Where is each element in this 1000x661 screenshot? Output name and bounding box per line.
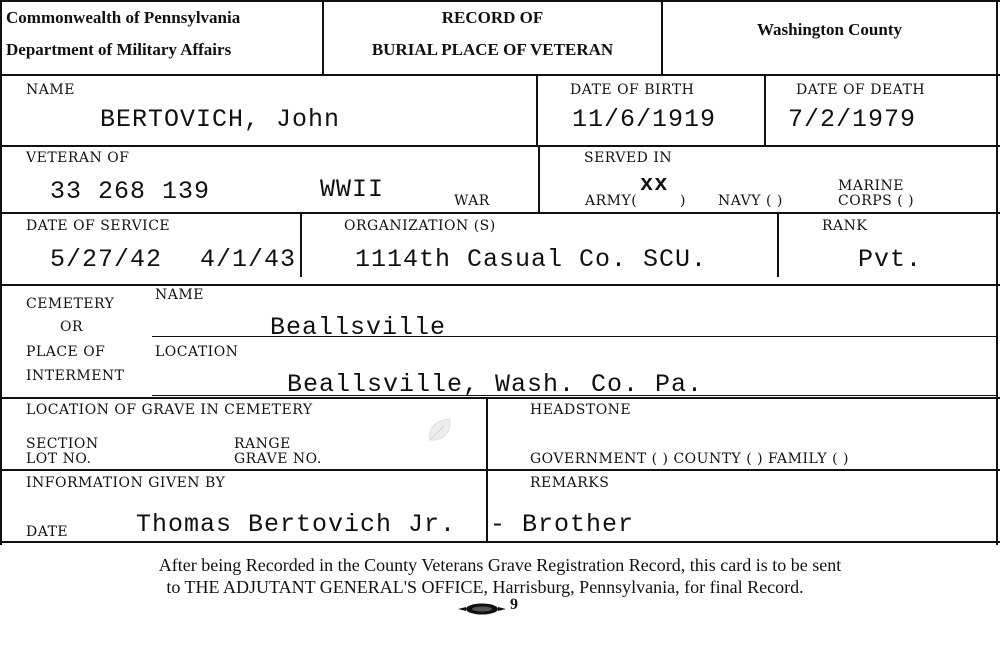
rule-row2 [0, 212, 1000, 214]
section-label: SECTION [26, 436, 99, 452]
rule-grave [0, 469, 1000, 471]
range-label: RANGE [234, 436, 291, 452]
dod-label: DATE OF DEATH [796, 82, 926, 98]
county-name: Washington County [756, 20, 903, 39]
lot-number-label: LOT NO. [26, 451, 92, 467]
row2-divider [538, 146, 540, 213]
army-label: ARMY( [585, 193, 638, 209]
organization-label: ORGANIZATION (S) [344, 218, 496, 234]
marine-label: MARINE [838, 178, 904, 194]
headstone-options: GOVERNMENT ( ) COUNTY ( ) FAMILY ( ) [530, 451, 849, 467]
rule-info [0, 541, 1000, 543]
grave-divider [486, 398, 488, 471]
border-left [0, 0, 2, 545]
date-of-death: 7/2/1979 [788, 105, 917, 134]
border-top [0, 0, 1000, 2]
department-line: Department of Military Affairs [6, 40, 232, 59]
cemetery-label: CEMETERY [26, 296, 115, 312]
row1-divider-2 [764, 75, 766, 146]
cemetery-name-label: NAME [155, 287, 204, 303]
army-close-paren: ) [680, 193, 686, 209]
rank-label: RANK [822, 218, 868, 234]
info-divider [486, 470, 488, 542]
footer-instruction-line1: After being Recorded in the County Veterans Grave Registration Record, this card is to be sent [158, 555, 842, 575]
name-label: NAME [26, 82, 75, 98]
dob-label: DATE OF BIRTH [570, 82, 695, 98]
cemetery-name-value: Beallsville [270, 313, 447, 342]
organization-value: 1114th Casual Co. SCU. [355, 245, 708, 274]
place-of-label: PLACE OF [26, 344, 106, 360]
grave-location-label: LOCATION OF GRAVE IN CEMETERY [26, 402, 313, 418]
row3-divider-1 [300, 213, 302, 277]
rule-header [0, 74, 1000, 76]
or-label: OR [60, 319, 84, 335]
service-start-date: 5/27/42 [50, 245, 163, 274]
service-end-date: 4/1/43 [200, 245, 297, 274]
service-serial-number: 33 268 139 [50, 177, 211, 206]
row1-divider-1 [536, 75, 538, 146]
date-label: DATE [26, 524, 69, 540]
rank-value: Pvt. [858, 245, 923, 274]
corps-label: CORPS ( ) [838, 193, 915, 209]
headstone-label: HEADSTONE [530, 402, 632, 418]
date-of-birth: 11/6/1919 [572, 105, 717, 134]
leaf-watermark-icon [424, 414, 456, 446]
veteran-name: BERTOVICH, John [100, 105, 341, 134]
record-title-line1: RECORD OF [441, 8, 544, 27]
rule-row1 [0, 145, 1000, 147]
grave-number-label: GRAVE NO. [234, 451, 322, 467]
union-bug-number: 9 [510, 596, 518, 613]
war-name: WWII [320, 175, 385, 204]
cemetery-location-label: LOCATION [155, 344, 239, 360]
interment-label: INTERMENT [26, 368, 125, 384]
record-title-line2: BURIAL PLACE OF VETERAN [371, 40, 614, 59]
footer-instruction-line2: to THE ADJUTANT GENERAL'S OFFICE, Harrisburg, Pennsylvania, for final Record. [166, 577, 804, 597]
war-label: WAR [454, 193, 490, 209]
navy-label: NAVY ( ) [718, 193, 783, 209]
remarks-label: REMARKS [530, 475, 610, 491]
remarks-value: - Brother [490, 510, 635, 539]
border-right [996, 0, 998, 545]
union-bug-icon [458, 601, 506, 615]
row3-divider-2 [777, 213, 779, 277]
veteran-of-label: VETERAN OF [26, 150, 130, 166]
information-given-by-label: INFORMATION GIVEN BY [26, 475, 226, 491]
rule-row3 [0, 284, 1000, 286]
cemetery-location-value: Beallsville, Wash. Co. Pa. [287, 370, 704, 399]
state-line: Commonwealth of Pennsylvania [6, 8, 241, 27]
army-checkmark: xx [640, 172, 669, 197]
date-of-service-label: DATE OF SERVICE [26, 218, 171, 234]
informant-name: Thomas Bertovich Jr. [136, 510, 457, 539]
served-in-label: SERVED IN [584, 150, 673, 166]
